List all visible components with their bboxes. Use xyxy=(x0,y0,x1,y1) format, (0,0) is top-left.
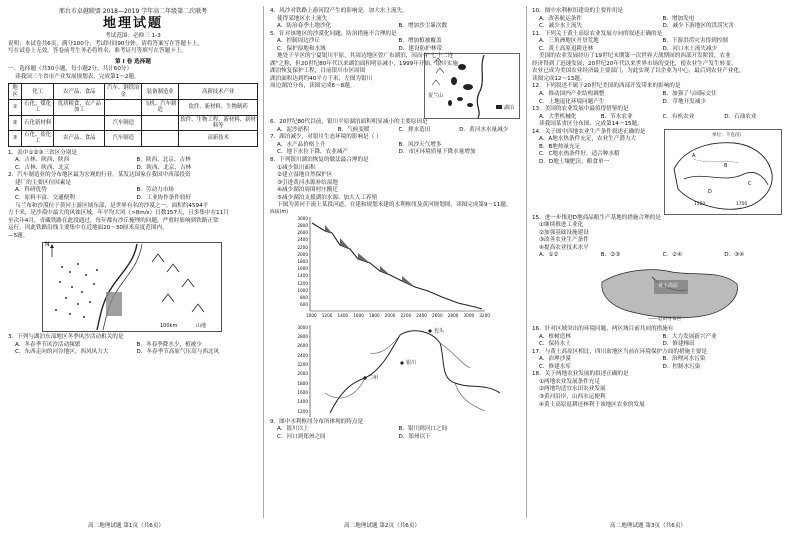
y-tick: 1600 xyxy=(297,389,308,395)
y-tick: 3000 xyxy=(297,324,308,330)
q8-item: ②建立湿地自然保护区 xyxy=(277,172,333,179)
question-7: 7．湖泊减少，对银川生态环境的影响是（ ） xyxy=(270,134,382,141)
option: C．地下水位下降，农业减产 xyxy=(277,149,349,156)
option: C．排水造田 xyxy=(398,126,431,133)
page-title: 地理试题 xyxy=(102,15,163,31)
y-tick: 2400 xyxy=(297,352,308,358)
option: B．银川到河口之间 xyxy=(398,426,448,433)
option: D．河口水土流失减少 xyxy=(662,45,718,52)
option: D．建设防护林带 xyxy=(398,45,442,52)
passage-line: 方千米，是沙漠中最大的风蚀区域，年平均大风（>8m/s）日数157天，且多集中在11月 xyxy=(8,210,229,217)
y-tick: 2200 xyxy=(297,244,308,250)
question-8: 8．下列银川湖泊恢复的做法最合理的是 xyxy=(270,157,369,164)
q15-item: ②加强基础设施建设 xyxy=(539,229,589,236)
q14-item: C．C地水热条件好，适合种水稻 xyxy=(539,151,620,158)
province-map xyxy=(664,129,782,215)
passage-line: 湖”之称，但20世纪80年代以来湖泊面积明显减小，1999年开始，银川实施 xyxy=(270,60,458,67)
x-tick: 2800 xyxy=(447,312,459,318)
instruction-line: 说明：本试卷共6页，满分100分，考试时间90分钟。请将答案写在答题卡上， xyxy=(8,40,203,47)
y-tick: 1400 xyxy=(297,273,308,279)
page-footer-3: 高二地理试题 第3页（共6页） xyxy=(610,523,687,529)
option: B．加强了与国际交往 xyxy=(662,91,717,98)
map-figure-2 xyxy=(424,53,520,119)
x-tick: 1600 xyxy=(353,312,364,318)
passage-line: 美国的农业发展经历了19世纪末期第一次世界大战期间的西部开发阶段，农业 xyxy=(539,53,731,60)
table-cell: 飞机、汽车制造 xyxy=(142,99,179,115)
option: C．土地退化环境问题产生 xyxy=(539,98,605,105)
options-q12 xyxy=(532,91,786,99)
option: D．冬春季节高原气压高与西北风 xyxy=(136,349,220,356)
passage-line: 湖泊面积达到约40平方千米，左图为银川 xyxy=(270,75,373,82)
options-q12 xyxy=(532,99,786,107)
option: B．②③ xyxy=(600,252,621,259)
options-q17 xyxy=(532,356,786,364)
table-row xyxy=(9,131,258,147)
question-6: 6．20世纪80代以前，银川平原湖泊面积明显减小的主要原因是 xyxy=(270,119,428,126)
page-column-1 xyxy=(8,8,258,357)
y-tick: 3000 xyxy=(297,215,308,221)
table-cell: 农产品、食品 xyxy=(54,131,105,147)
option: A．吉林、陕西、陕西 xyxy=(15,157,70,164)
question-3: 3．下列与湖泊东部地区冬季风沙活动相关的是 xyxy=(8,334,124,341)
option: B．增加沙尘暴次数 xyxy=(398,23,448,30)
option: D．③④ xyxy=(724,252,745,259)
y-tick: 1200 xyxy=(297,408,308,414)
y-axis-ticks xyxy=(290,215,308,309)
q14-item: D．D地土壤肥沃，粮食单一 xyxy=(539,158,610,165)
option: C．原料丰富、交通便利 xyxy=(15,195,75,202)
options-q11 xyxy=(532,38,786,46)
y-tick: 1000 xyxy=(297,287,308,293)
x-tick: 2400 xyxy=(416,312,427,318)
y-tick: 1600 xyxy=(297,266,308,272)
q15-item: ①继续推进工业化 xyxy=(539,222,584,229)
table-header: 装备制造业 xyxy=(142,84,179,100)
map-unit: 单位：千克/亩 xyxy=(712,132,742,138)
option: A．大型机械化 xyxy=(539,113,577,120)
table-header: 地区 xyxy=(9,84,22,100)
table-cell xyxy=(54,115,105,131)
option: A．防治春季土地沙化 xyxy=(277,23,332,30)
table-cell: 石化新材料 xyxy=(22,115,54,131)
city-label: 包头 xyxy=(434,327,445,334)
y-tick: 2000 xyxy=(297,251,308,257)
question-10: 10．图中水利枢纽建设的主要作用是 xyxy=(532,8,624,14)
section-title: 第 I 卷 选择题 xyxy=(115,58,151,65)
options-q1 xyxy=(8,157,258,165)
north-label: N xyxy=(45,241,50,249)
option: A．①② xyxy=(539,252,559,259)
option: C．减少水土流失 xyxy=(539,23,583,30)
profile-figure xyxy=(270,211,520,321)
contour-label: 1750 xyxy=(736,201,748,207)
q14-item: A．A地水热条件充足，农业生产潜力大 xyxy=(539,136,637,143)
option: A．科研优势 xyxy=(15,187,47,194)
region-b: B xyxy=(724,162,728,169)
options-q10 xyxy=(532,16,786,24)
table-cell: 石化、煤化工 xyxy=(22,99,54,115)
option: B．大力发展新兴产业 xyxy=(662,333,717,340)
page-column-2 xyxy=(270,8,520,441)
table-cell: 汽车制造 xyxy=(105,115,142,131)
section-desc: 一、选择题（共30小题，每小题2分，共计60分） xyxy=(8,66,133,73)
option: A．冬春季节风沙活动频繁 xyxy=(15,341,81,348)
options-q16 xyxy=(532,341,786,349)
table-cell xyxy=(142,115,179,131)
q18-item: ③黄河沿岸，山西水运便利 xyxy=(539,393,606,400)
question-18: 18．关于两地农业发展的叙述正确的是 xyxy=(532,371,629,378)
exam-range: 考试范围：必修三 1-3 xyxy=(105,33,161,40)
y-tick: 1800 xyxy=(297,380,308,386)
map-legend: ——退田分布区 xyxy=(648,317,682,323)
q14-block xyxy=(532,129,660,215)
x-tick: 3200 xyxy=(479,312,490,318)
option: C．保护湿地和水域 xyxy=(277,45,326,52)
option: D．修建梯田 xyxy=(662,341,695,348)
option: C．保持水土 xyxy=(539,341,571,348)
option: C．有机农业 xyxy=(662,113,695,120)
y-axis-label: 海拔(m) xyxy=(270,209,289,215)
map-legend: 山地 xyxy=(196,323,207,330)
q18-item: ①两地农业发展条件充足 xyxy=(539,378,600,385)
city-label: 兰州 xyxy=(368,374,379,381)
x-tick: 1400 xyxy=(337,312,349,318)
map-figure-1 xyxy=(42,242,222,332)
y-tick: 600 xyxy=(300,302,308,308)
question-11: 11．下列关于黄土高原农业发展方向的叙述正确的是 xyxy=(532,30,663,37)
options-q4 xyxy=(270,23,520,31)
desert-river-map xyxy=(42,242,222,332)
option: C．河口到郑州之间 xyxy=(277,433,326,440)
question-16: 16．针对区域突出的环境问题，两区域目前共同的措施有 xyxy=(532,326,674,333)
options-q3 xyxy=(8,349,258,357)
option: B．陕西、北京、吉林 xyxy=(136,157,191,164)
table-row xyxy=(9,99,258,115)
y-tick: 2600 xyxy=(297,343,308,349)
mountain-label: 贺兰山 xyxy=(428,93,444,100)
x-tick: 2000 xyxy=(384,312,396,318)
option: D．黄河水水量减少 xyxy=(459,126,509,133)
passage-line: 农业已成为美国农业经济最主要部门，为此实现了以企业为中心，最后到农业产业化， xyxy=(532,68,745,75)
q8-item: ⑤减少湖泊支援湖泊水源、加大人工养殖 xyxy=(277,194,378,201)
lake-legend: 湖泊 xyxy=(504,105,515,112)
table-cell: 优质粮食、农产品加工 xyxy=(54,99,105,115)
passage-line: 经济得到了迅速发展；20世纪20年代以来世界市场的变化，使农业生产发生转变。 xyxy=(532,60,737,67)
y-tick: 2200 xyxy=(297,362,308,368)
table-cell: ② xyxy=(9,115,22,131)
y-tick: 800 xyxy=(300,295,308,301)
table-header: 化工 xyxy=(22,84,54,100)
option: A．控制周边沙丘 xyxy=(277,38,320,45)
loess-plateau-map xyxy=(592,262,742,324)
q15-item: ④提高农业技术水平 xyxy=(539,244,589,251)
question-9: 9．图中水利枢纽分布所体现的特点是 xyxy=(270,418,364,425)
table-header: 汽车、钢铁冶金 xyxy=(105,84,142,100)
option: D．控制水污染 xyxy=(662,363,701,370)
option: D．市区环境质量下降水量增加 xyxy=(398,149,476,156)
y-tick: 2600 xyxy=(297,230,308,236)
region-c: C xyxy=(748,180,752,187)
options-q9 xyxy=(270,426,520,434)
y-tick: 2800 xyxy=(297,334,308,340)
option: A．治理沙漠 xyxy=(539,356,571,363)
option: A．三角洲地区开垦荒地 xyxy=(539,38,599,45)
table-header: 高新技术产业 xyxy=(179,84,258,100)
options-q2 xyxy=(8,195,258,203)
options-q9 xyxy=(270,434,520,442)
option: C．东西走向的河谷地区，西风风力大 xyxy=(15,349,109,356)
passage-line: 地处干旱区的宁夏银川平原，其周边地区曾广布湖泊，因而有“七十二连 xyxy=(277,53,454,60)
option: D．工业协作条件较好 xyxy=(136,195,192,202)
table-row xyxy=(9,115,258,131)
options-q15 xyxy=(532,252,786,260)
option: A．银川以上 xyxy=(277,426,309,433)
passage-line: 读图完成12～13题。 xyxy=(532,75,586,82)
x-tick: 1200 xyxy=(321,312,333,318)
options-q10 xyxy=(532,23,786,31)
question-5: 5．针对该地区的沙漠化问题，防治措施不合理的是 xyxy=(270,30,397,37)
option: A．改善航运条件 xyxy=(539,15,582,22)
option: B．劳动力市场 xyxy=(136,187,174,194)
q18-item: ④黄土高原退耕还林利于该地区农业的发展 xyxy=(539,401,645,408)
section-intro: 读我国三个省市产业发展规划表，完成第1～2题。 xyxy=(15,73,140,80)
question-12: 12．下列叙述不属于20世纪美国的西部开发带来的影响的是 xyxy=(532,83,681,90)
option: B．风沙天气增多 xyxy=(398,141,442,148)
option: D．减少下游地区的洪涝灾害 xyxy=(662,23,734,30)
map-figure-5 xyxy=(592,262,742,324)
table-cell: 软件、生物工程、新材料、新材料等 xyxy=(180,116,256,129)
question-13: 13．美国的农业发展中最值得借鉴的是 xyxy=(532,106,629,113)
option: A．水产品价格上升 xyxy=(277,141,326,148)
table-cell: ③ xyxy=(9,131,22,147)
option: D．草地开发减少 xyxy=(662,98,706,105)
question-2-cont: 建厂的主要区位因素是 xyxy=(15,179,71,186)
province-block xyxy=(532,129,786,215)
question-14: 14．关于图中四地农业生产条件叙述正确的是 xyxy=(532,128,646,135)
passage-line: —5题。 xyxy=(8,232,29,239)
option: A．推动国内产业结构调整 xyxy=(539,91,605,98)
passage-line: 读我国某省区分布图，完成第14～15题。 xyxy=(539,121,643,128)
question-4-cont: 使得某地区水土流失 xyxy=(277,15,328,22)
option: B．下游洪涝灾害得到控制 xyxy=(662,38,728,45)
options-q16 xyxy=(532,334,786,342)
option: C．②④ xyxy=(662,252,683,259)
table-cell: 石化、盐化工 xyxy=(22,131,54,147)
y-tick: 1200 xyxy=(297,280,308,286)
contour-label: 1550 xyxy=(694,201,706,207)
y-tick: 2000 xyxy=(297,371,308,377)
exam-header: 邢台市卓越联盟 2018—2019 学年高二年级第二次联考 xyxy=(58,8,208,15)
question-4: 4．风沙对铁路上游河段产生的影响是，加大水土流失， xyxy=(270,8,408,14)
table-cell: 高新技术 xyxy=(179,131,258,147)
industry-table xyxy=(8,83,258,146)
city-label: 银川 xyxy=(406,359,417,366)
table-header: 农产品、食品 xyxy=(54,84,105,100)
profile-intro: 下图为黄河干流上某段河道，在建和规划未建的水利枢纽及黄河规划图，读图完成第9～11题。 xyxy=(277,202,512,209)
y-tick: 1400 xyxy=(297,399,308,405)
option: D．郑州以下 xyxy=(398,433,431,440)
option: B．治理河水污染 xyxy=(662,356,706,363)
passage-line: 乌兰布和沙漠位于黄河上游区域东部，是世界有名的沙漠之一，面积约4594平 xyxy=(15,202,209,209)
q18-item: ②两地均适宜水田农业发展 xyxy=(539,386,606,393)
region-d: D xyxy=(708,188,712,195)
question-2: 2．汽车制造业的分布地区最为宏观的行业，某发达国家在我国中西部投资 xyxy=(8,172,191,179)
question-15: 15．进一步推进D地商品粮生产基地的措施合理的是 xyxy=(532,214,661,221)
table-cell: 汽车制造 xyxy=(105,131,142,147)
passage-line: 周边湖泊分布，读图完成6～8题。 xyxy=(270,83,356,90)
x-axis-ticks xyxy=(306,312,490,320)
table-header-row xyxy=(9,84,258,100)
option: B．增加植被覆盖 xyxy=(398,38,442,45)
passage-line: 运行，因此铁路沿线主要集中在近地面20～30厘米高度范围内。 xyxy=(8,225,168,232)
option: A．泥沙淤积 xyxy=(277,126,309,133)
y-tick: 2400 xyxy=(297,237,308,243)
question-1: 1．表中①②③三省区分别是 xyxy=(8,149,77,156)
y-tick: 1800 xyxy=(297,259,308,265)
x-tick: 2200 xyxy=(400,312,412,318)
passage-line: 湖泊恢复保护工程，目前银川市区周围 xyxy=(270,68,366,75)
option: C．修建水库 xyxy=(539,363,571,370)
yellow-river-map-figure xyxy=(270,323,520,419)
q14-item: B．B地热量充足 xyxy=(539,143,581,150)
region-label: 黄土高原 xyxy=(658,283,679,290)
map-scale: 100km xyxy=(160,323,178,330)
page-footer-2: 高二地理试题 第2页（共6页） xyxy=(344,523,421,529)
options-q5 xyxy=(270,38,520,46)
option: D．石油农业 xyxy=(724,113,757,120)
option: C．吉林、陕西、北京 xyxy=(15,164,70,171)
instruction-line: 写在试卷上无效。答卷前考生务必将姓名、准考证号等填写在答题卡上。 xyxy=(8,48,188,55)
region-a: A xyxy=(692,152,696,159)
lake-passage-block xyxy=(270,53,520,119)
option: B．节水农业 xyxy=(600,113,633,120)
question-17: 17．与黄土高原区相比，四川盆地区当前在环境保护方面的措施主要是 xyxy=(532,348,707,355)
option: B．气候变暖 xyxy=(337,126,370,133)
page-column-3 xyxy=(532,8,786,409)
options-q2 xyxy=(8,187,258,195)
table-cell: ① xyxy=(9,99,22,115)
y-tick: 2800 xyxy=(297,223,308,229)
passage-line: 至次年4月，青藏铁路在此段通过，每年都有沙丘掩埋的问题，严重时影响到铁路正常 xyxy=(8,217,219,224)
q8-item: ③引进黄河水源补给湿地 xyxy=(277,179,338,186)
option: C．黄土高原退耕还林 xyxy=(539,45,594,52)
table-cell: 软件、新材料、生物制药 xyxy=(179,99,258,115)
x-tick: 2600 xyxy=(432,312,443,318)
option: D．陕西、北京、吉林 xyxy=(136,164,192,171)
x-tick: 1000 xyxy=(306,312,317,318)
options-q7 xyxy=(270,149,520,157)
page-footer-1: 高二地理试题 第1页（共6页） xyxy=(88,523,165,529)
table-cell xyxy=(105,99,142,115)
q8-item: ①减少银川面积 xyxy=(277,164,316,171)
option: A．植树造林 xyxy=(539,333,571,340)
map-y-ticks xyxy=(290,323,308,416)
x-tick: 3000 xyxy=(463,312,475,318)
option: B．冬春季降水少，植被少 xyxy=(136,341,202,348)
q8-item: ④减少湖泊周围村庄搬迁 xyxy=(277,187,338,194)
x-tick: 1800 xyxy=(369,312,380,318)
option: B．增加发电 xyxy=(662,15,695,22)
table-cell xyxy=(142,131,179,147)
q15-item: ③改善农业生产条件 xyxy=(539,237,589,244)
map-figure-4 xyxy=(664,129,782,215)
